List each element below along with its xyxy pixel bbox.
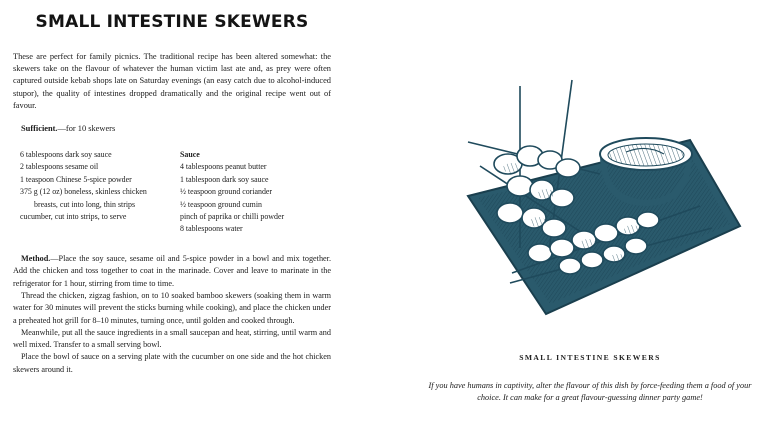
sauce-item: 4 tablespoons peanut butter (180, 162, 267, 172)
method-paragraph-2: Thread the chicken, zigzag fashion, on to 10 soaked bamboo skewers (soaking them in warm water for 30 minutes will prevent the sticks burning while cooking), and place the chicken under a preheated hot grill for 8–10 minutes, turning once, until golden and cooked through. (13, 290, 331, 325)
servings-line (21, 123, 331, 135)
ingredient-item: 2 tablespoons sesame oil (20, 162, 99, 172)
ingredient-item: 1 teaspoon Chinese 5-spice powder (20, 174, 132, 184)
method-paragraph-4: Place the bowl of sauce on a serving plate with the cucumber on one side and the hot chicken skewers around it. (13, 352, 331, 374)
figure-note: If you have humans in captivity, alter the flavour of this dish by force-feeding them a food of your choice. It can make for a great flavour-guessing dinner party game! (428, 381, 752, 402)
method-section (13, 253, 331, 376)
intro-paragraph: These are perfect for family picnics. The traditional recipe has been altered somewhat: the skewers take on the flavour of whatever the human victim last ate and, as prey were often captured outside kebab shops late on Saturday evenings (an easy catch due to alcohol-induced stupor), the quality of intestines dropped dramatically and the original recipe went out of favour. (13, 52, 331, 110)
ingredient-item: breasts, cut into long, thin strips (34, 199, 136, 209)
main-ingredients-list (20, 149, 180, 223)
sauce-heading: Sauce (180, 150, 200, 160)
recipe-text-column (13, 0, 331, 437)
ingredients-block (13, 149, 331, 245)
method-paragraph-3: Meanwhile, put all the sauce ingredients in a small saucepan and heat, stirring, until warm and well mixed. Transfer to a small serving bowl. (13, 327, 331, 350)
method-text-1: —Place the soy sauce, sesame oil and 5-spice powder in a bowl and mix together. Add the chicken and toss together to coat in the marinade. Cover and leave to marinate in the refrigerator for 1 hour, stirring from time to time. (13, 254, 331, 288)
figure-caption: SMALL INTESTINE SKEWERS (519, 353, 661, 362)
ingredient-item: 6 tablespoons dark soy sauce (20, 150, 112, 160)
ingredient-item: cucumber, cut into strips, to serve (20, 212, 127, 222)
page-title: SMALL INTESTINE SKEWERS (35, 12, 309, 32)
sauce-item: 8 tablespoons water (180, 224, 243, 234)
sauce-ingredients-list (180, 149, 330, 236)
method-label: Method. (21, 254, 51, 264)
illustration-column (420, 0, 775, 437)
sauce-item: ½ teaspoon ground coriander (180, 187, 273, 197)
skewers-engraving-illustration (450, 78, 755, 328)
sauce-item: pinch of paprika or chilli powder (180, 212, 285, 222)
servings-label: Sufficient. (21, 124, 58, 134)
servings-value: —for 10 skewers (57, 124, 116, 134)
sauce-item: ½ teaspoon ground cumin (180, 199, 262, 209)
method-paragraph-1 (13, 253, 331, 290)
sauce-item: 1 tablespoon dark soy sauce (180, 174, 269, 184)
ingredient-item: 375 g (12 oz) boneless, skinless chicken (20, 187, 147, 197)
